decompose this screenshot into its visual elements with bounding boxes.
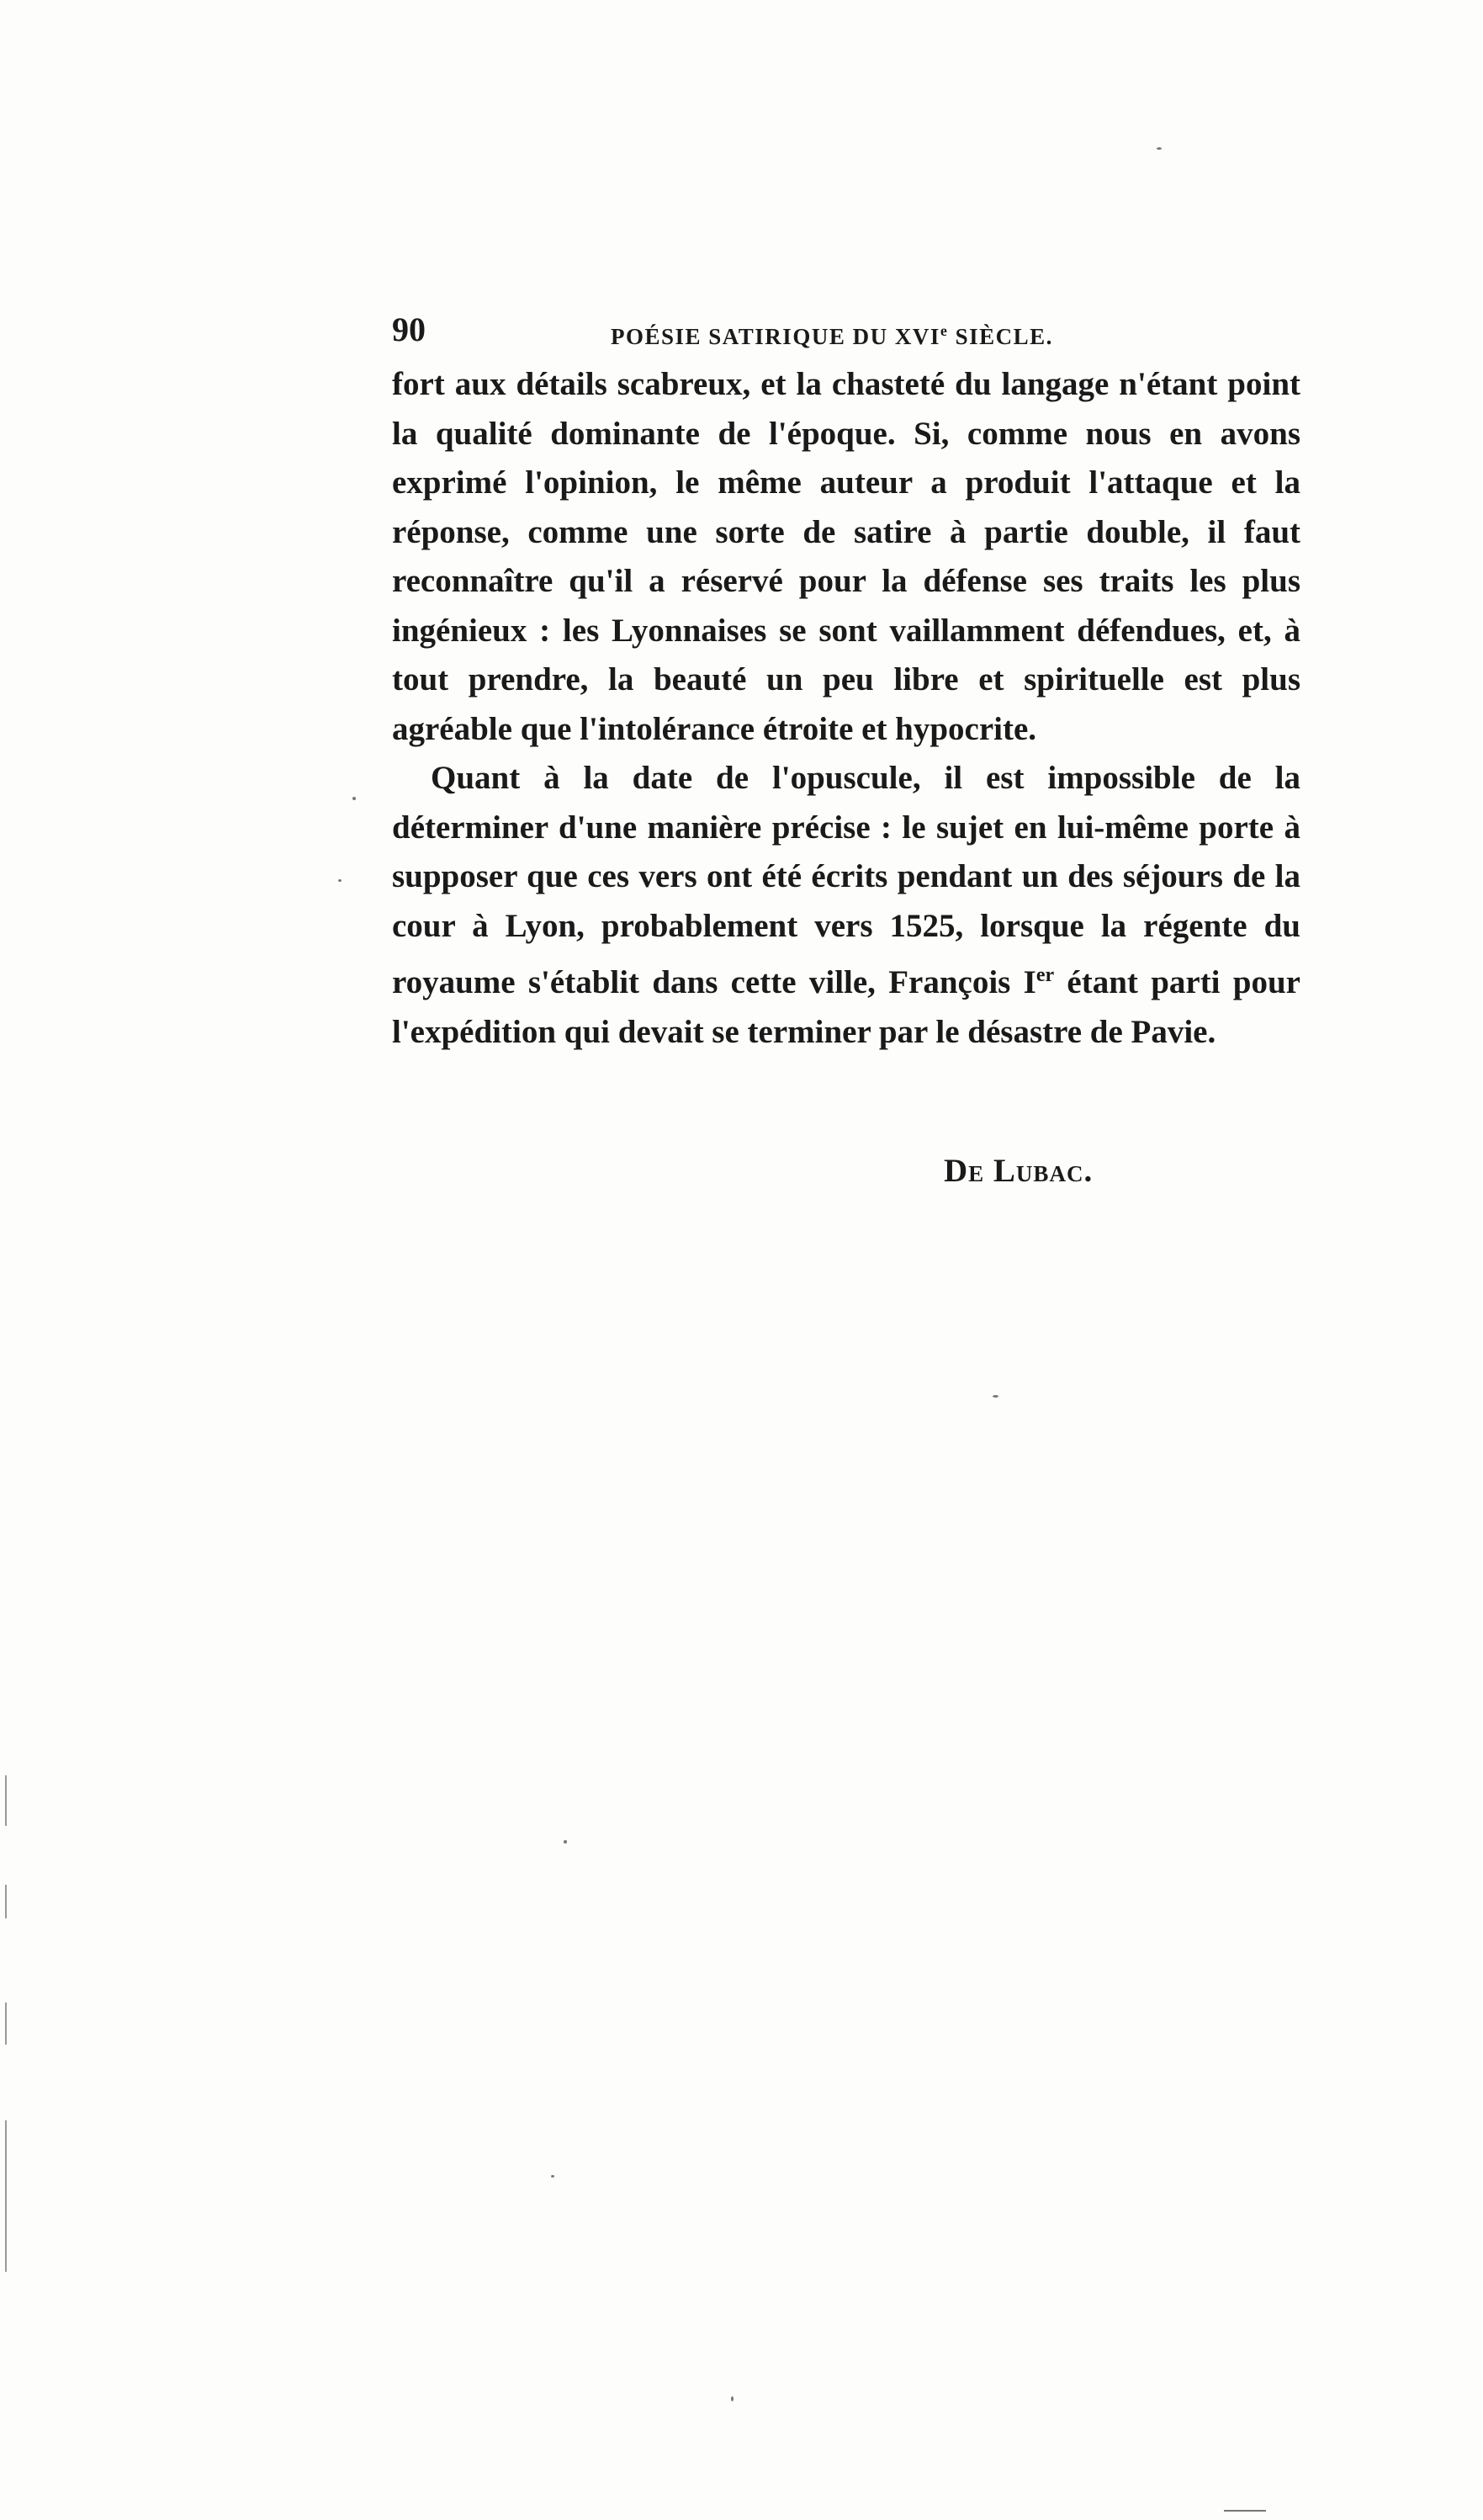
scan-speck [352, 797, 356, 800]
scan-speck [564, 1840, 567, 1844]
scan-edge-mark [5, 1775, 7, 1826]
running-head-text: POÉSIE SATIRIQUE DU XVI [611, 324, 940, 349]
scan-speck [993, 1395, 998, 1398]
author-signature: De Lubac. [944, 1153, 1094, 1189]
scan-speck [551, 2175, 554, 2178]
paragraph-2-superscript: er [1035, 964, 1055, 986]
scan-speck [1157, 147, 1162, 150]
body-text [392, 360, 1300, 1057]
running-head [611, 305, 1053, 363]
scan-speck [1224, 2510, 1266, 2512]
scan-edge-mark [5, 2120, 7, 2272]
scan-edge-mark [5, 2003, 7, 2045]
paragraph-1: fort aux détails scabreux, et la chasteté du langage n'étant point la qualité dominante de l'époque. Si, comme nous en avons exprimé l'opinion, le même auteur a produit l'attaque et la réponse, comme une sorte de satire à partie double, il faut reconnaître qu'il a réservé pour la défense ses traits les plus ingénieux : les Lyonnaises se sont vaillamment défendues, et, à tout prendre, la beauté un peu libre et spirituelle est plus agréable que l'intolérance étroite et hypocrite. [392, 366, 1300, 747]
scan-speck [338, 879, 342, 882]
running-head-superscript: e [940, 322, 949, 339]
paragraph-2-end: étant parti pour l'expédition qui devait se terminer par le désastre de Pavie. [392, 964, 1300, 1050]
running-head-end: SIÈCLE. [948, 324, 1053, 349]
paragraph-2-start: Quant à la date de l'opuscule, il est impossible de la déterminer d'une manière précise : le sujet en lui-même porte à supposer que ces vers ont été écrits pendant un des séjours de la cour à Lyon, probablement vers 1525, lorsque la régente du royaume s'établit dans cette ville, François I [392, 760, 1300, 1000]
scan-edge-mark [5, 1885, 7, 1918]
paragraph-2 [392, 754, 1300, 1057]
scan-speck [731, 2396, 734, 2401]
page-header [392, 305, 1313, 355]
page-number: 90 [392, 310, 426, 348]
